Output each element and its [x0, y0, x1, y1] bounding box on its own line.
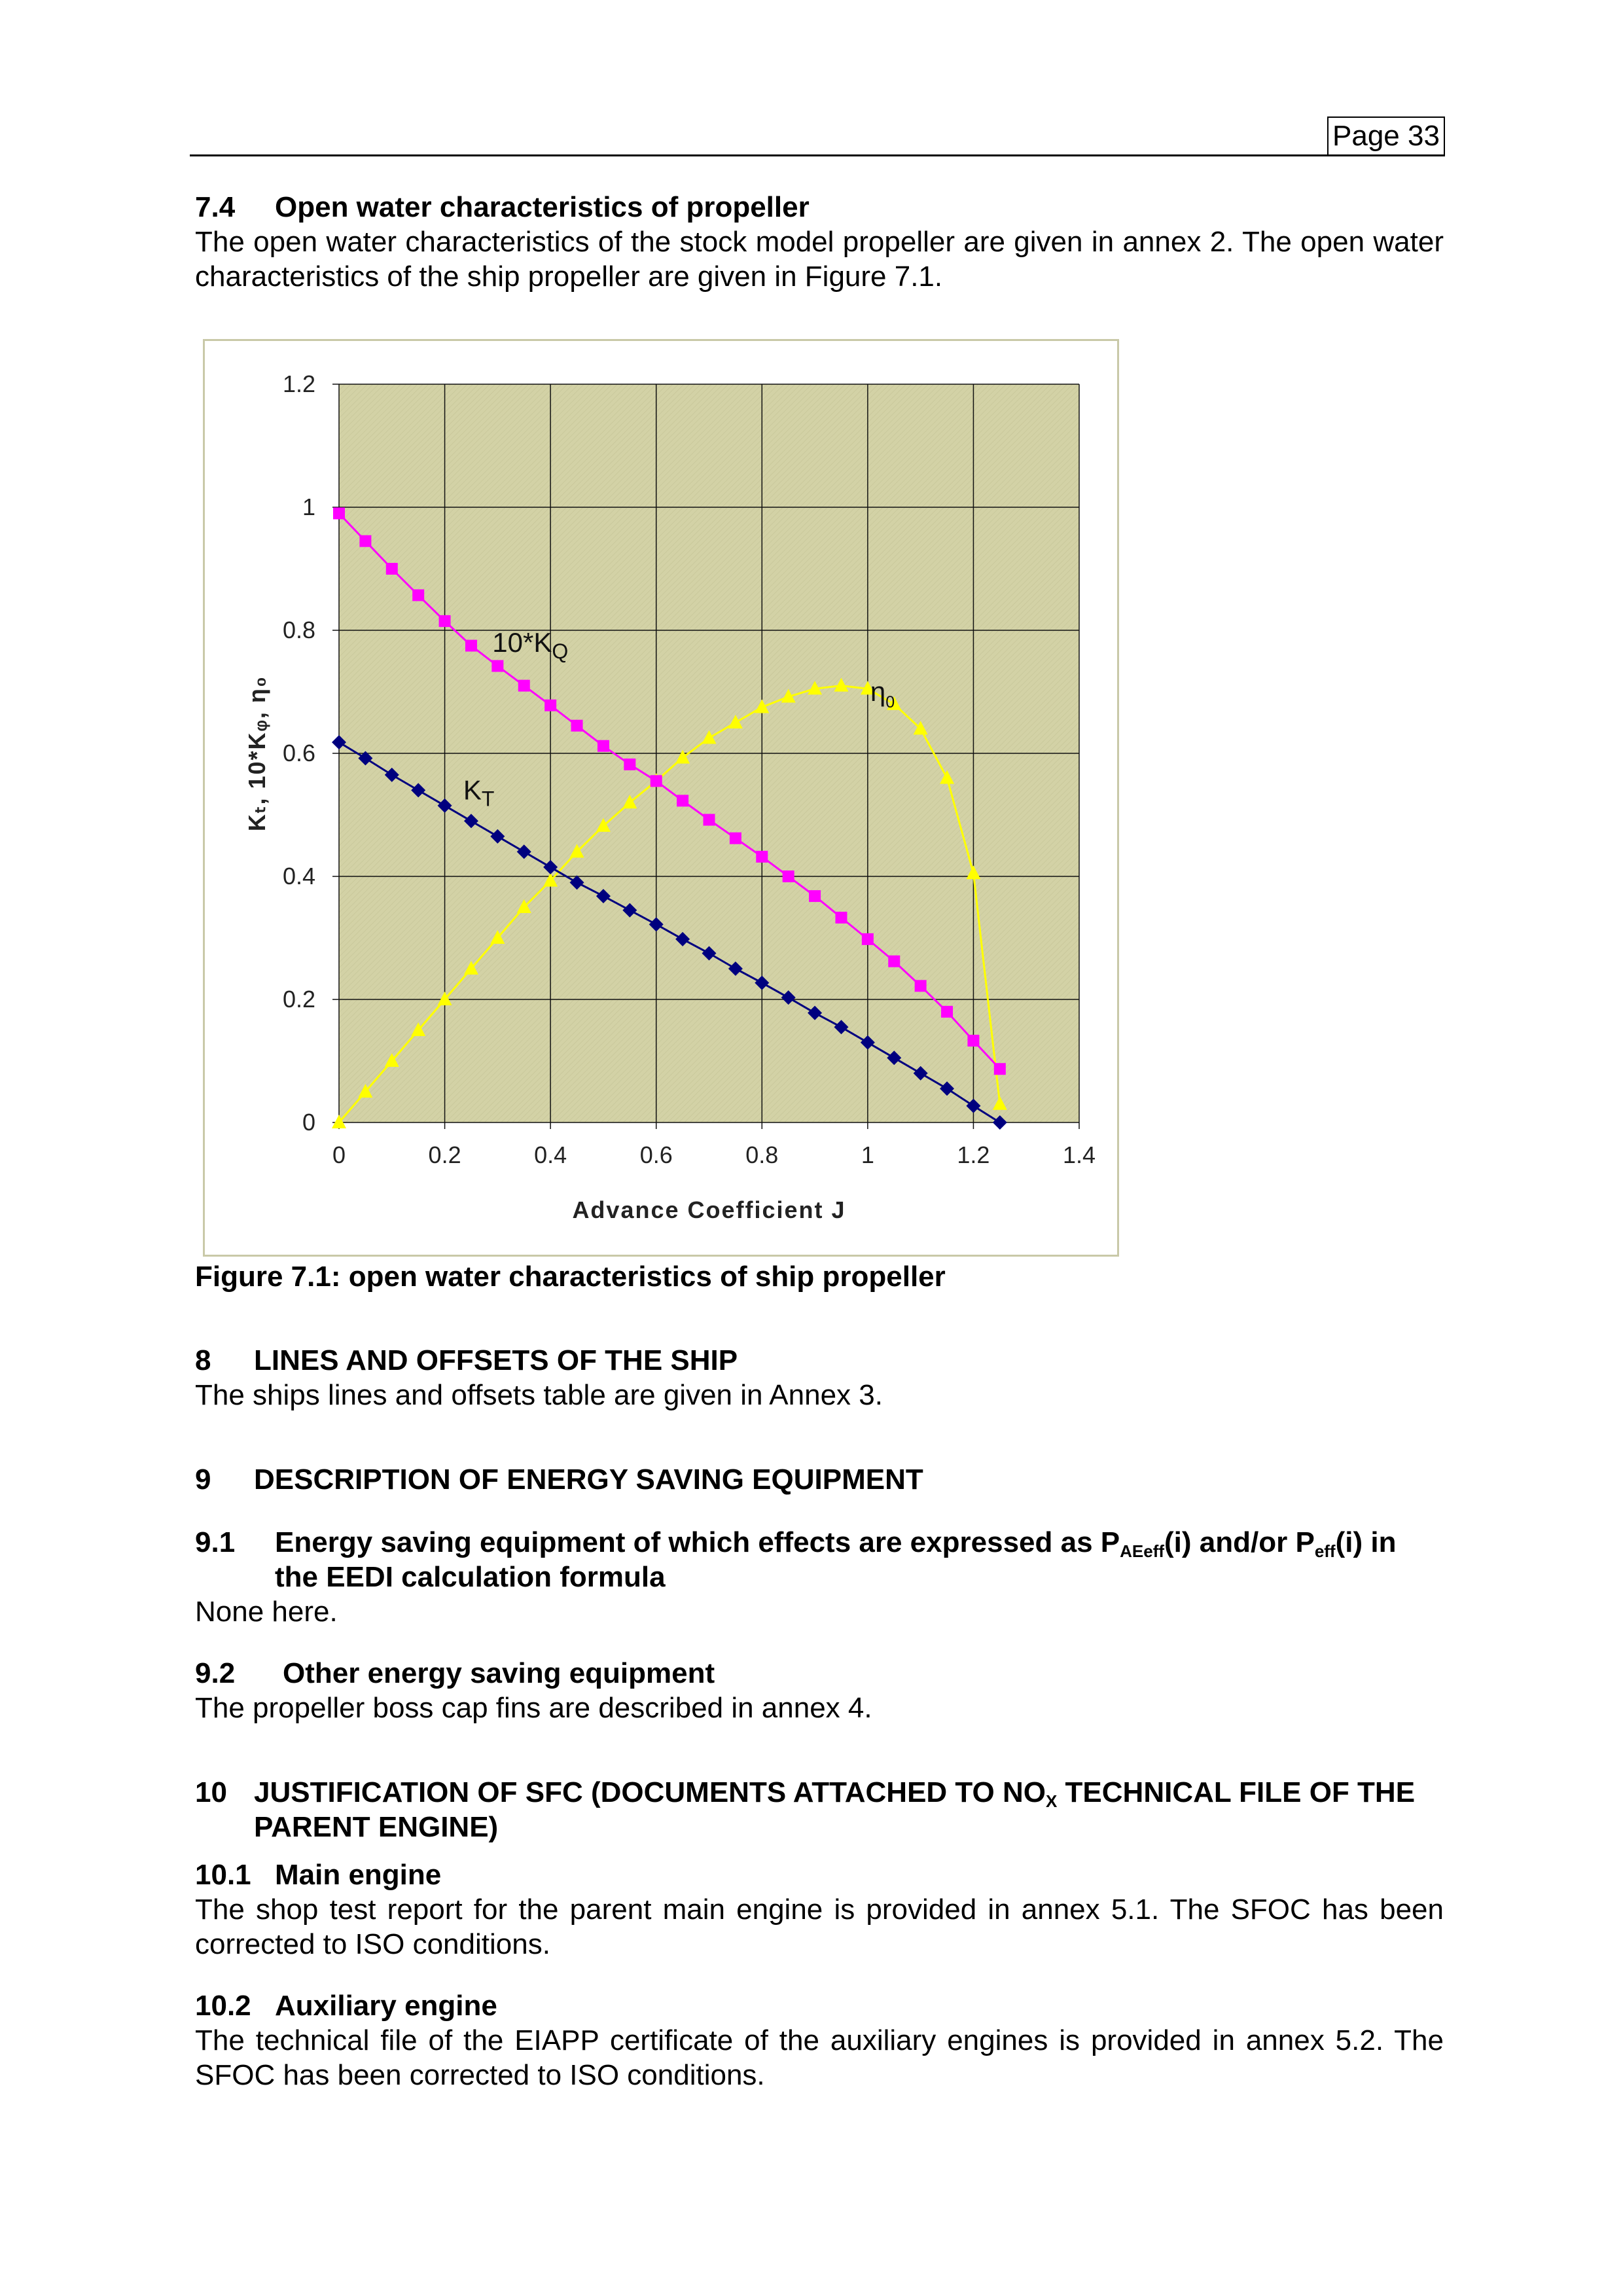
section-10-2-heading — [195, 1988, 1444, 2023]
data-point — [809, 890, 821, 902]
figure-caption: Figure 7.1: open water characteristics of ship propeller — [195, 1261, 946, 1293]
section-number: 9.1 — [195, 1526, 236, 1558]
data-point — [941, 1006, 953, 1018]
series-label: $10*K_Q$ — [492, 626, 569, 663]
section-10-1-heading — [195, 1857, 1444, 1892]
data-point — [412, 589, 424, 601]
x-tick-label: 0 — [332, 1141, 346, 1168]
y-tick-label: 0.4 — [282, 863, 315, 889]
section-9-heading — [195, 1462, 1444, 1497]
section-10-1-body: The shop test report for the parent main engine is provided in annex 5.1. The SFOC has been corrected to ISO conditions. — [195, 1893, 1444, 1960]
section-9-2-heading — [195, 1656, 1444, 1691]
section-number: 8 — [195, 1344, 211, 1376]
data-point — [597, 740, 609, 752]
section-title: Energy saving equipment of which effects are expressed as $P_{AEeff}(i)$ and/or $P_{eff}(i)$ in the EEDI calculation formula — [275, 1526, 1397, 1593]
section-9-2-body: The propeller boss cap fins are described in annex 4. — [195, 1692, 872, 1724]
section-number: 7.4 — [195, 191, 236, 223]
section-10-2-body: The technical file of the EIAPP certificate of the auxiliary engines is provided in annex 5.2. The SFOC has been corrected to ISO conditions. — [195, 2024, 1444, 2091]
section-8-heading — [195, 1343, 1444, 1378]
x-tick-label: 0.2 — [428, 1141, 461, 1168]
propeller-chart — [203, 339, 1119, 1257]
section-title: JUSTIFICATION OF SFC (DOCUMENTS ATTACHED TO $NO_X$ TECHNICAL FILE OF THE PARENT ENGINE) — [254, 1776, 1416, 1843]
section-title: Main engine — [275, 1859, 442, 1891]
data-point — [386, 563, 398, 575]
section-title: DESCRIPTION OF ENERGY SAVING EQUIPMENT — [254, 1463, 923, 1496]
data-point — [783, 870, 794, 882]
x-tick-label: 1.2 — [957, 1141, 990, 1168]
data-point — [967, 1035, 979, 1047]
data-point — [518, 680, 530, 692]
data-point — [730, 833, 741, 844]
data-point — [994, 1063, 1006, 1075]
data-point — [704, 814, 715, 826]
data-point — [624, 759, 635, 770]
x-tick-label: 1 — [861, 1141, 874, 1168]
data-point — [491, 660, 503, 672]
x-tick-label: 0.8 — [745, 1141, 779, 1168]
section-10-heading — [195, 1775, 1444, 1844]
chart-canvas — [205, 341, 1121, 1259]
data-point — [915, 980, 927, 992]
data-point — [439, 615, 451, 627]
section-7-4-heading — [195, 190, 1444, 224]
series-label: $K_T$ — [463, 774, 495, 811]
y-tick-label: 0.8 — [282, 617, 315, 643]
y-tick-label: 1 — [302, 493, 315, 520]
section-number: 9.2 — [195, 1657, 236, 1689]
section-9-1-body: None here. — [195, 1596, 338, 1628]
data-point — [888, 956, 900, 967]
data-point — [756, 851, 768, 863]
x-tick-label: 0.6 — [639, 1141, 673, 1168]
section-title: Auxiliary engine — [275, 1990, 497, 2022]
data-point — [571, 720, 583, 732]
data-point — [544, 700, 556, 711]
section-number: 9 — [195, 1463, 211, 1496]
section-7-4-body: The open water characteristics of the stock model propeller are given in annex 2. The open water characteristics of the ship propeller are given in Figure 7.1. — [195, 226, 1444, 293]
section-title: Other energy saving equipment — [283, 1657, 715, 1689]
header-rule — [190, 154, 1445, 156]
data-point — [333, 507, 345, 519]
x-tick-label: 0.4 — [534, 1141, 567, 1168]
data-point — [465, 640, 477, 652]
data-point — [359, 535, 371, 547]
y-tick-label: 0.6 — [282, 740, 315, 766]
section-title: LINES AND OFFSETS OF THE SHIP — [254, 1344, 738, 1376]
section-8-body: The ships lines and offsets table are given in Annex 3. — [195, 1379, 883, 1411]
data-point — [651, 775, 662, 787]
y-tick-label: 0.2 — [282, 986, 315, 1013]
section-title: Open water characteristics of propeller — [275, 191, 810, 223]
x-tick-label: 1.4 — [1062, 1141, 1096, 1168]
y-axis-title: Kₜ, 10*Kᵩ, η₀ — [243, 675, 270, 832]
y-tick-label: 1.2 — [282, 370, 315, 397]
data-point — [835, 912, 847, 924]
page-number: Page 33 — [1327, 117, 1445, 156]
data-point — [862, 933, 874, 945]
section-9-1-heading — [195, 1525, 1444, 1594]
y-tick-label: 0 — [302, 1109, 315, 1136]
section-number: 10 — [195, 1776, 227, 1808]
data-point — [677, 795, 688, 806]
section-number: 10.2 — [195, 1990, 251, 2022]
x-axis-title: Advance Coefficient J — [572, 1196, 846, 1223]
section-number: 10.1 — [195, 1859, 251, 1891]
series-label: $\eta_0$ — [870, 676, 895, 712]
